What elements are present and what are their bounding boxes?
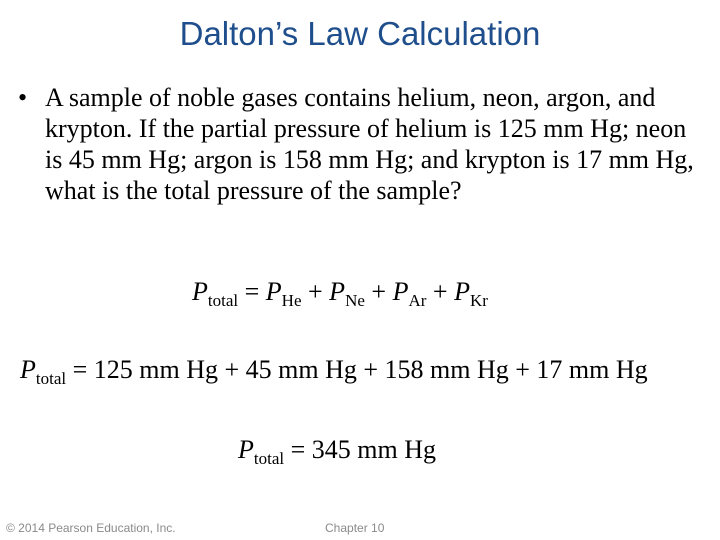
subscript-total: total <box>253 449 285 468</box>
subscript-total: total <box>35 369 67 388</box>
problem-statement: A sample of noble gases contains helium, neon, argon, and krypton. If the partial pressure of helium is 125 mm Hg; neon is 45 mm Hg; argon is 158 mm Hg; and krypton is 17 mm Hg, what is the total pressure of the sample? <box>45 83 694 205</box>
pressure-symbol: P <box>329 277 346 306</box>
slide-title: Dalton’s Law Calculation <box>179 15 541 52</box>
pressure-symbol: P <box>192 277 208 306</box>
pressure-symbol: P <box>265 277 282 306</box>
equation-general <box>192 276 488 311</box>
subscript-ne: Ne <box>345 291 365 310</box>
equals-sign: = <box>238 277 266 306</box>
pressure-symbol: P <box>20 355 36 384</box>
plus-sign: + <box>426 277 455 306</box>
footer-chapter: Chapter 10 <box>325 521 385 535</box>
subscript-total: total <box>207 291 239 310</box>
bullet-icon: • <box>18 83 28 112</box>
subscript-ar: Ar <box>408 291 427 310</box>
pressure-symbol: P <box>454 277 470 306</box>
equation-values <box>20 354 648 389</box>
subscript-kr: Kr <box>469 291 488 310</box>
pressure-symbol: P <box>392 277 409 306</box>
plus-sign: + <box>364 277 393 306</box>
footer-copyright: © 2014 Pearson Education, Inc. <box>6 521 176 535</box>
pressure-symbol: P <box>238 435 254 464</box>
bullet-item <box>18 82 708 206</box>
equation-result-rhs: = 345 mm Hg <box>284 435 436 464</box>
equation-result <box>238 434 436 469</box>
plus-sign: + <box>301 277 330 306</box>
equation-values-rhs: = 125 mm Hg + 45 mm Hg + 158 mm Hg + 17 mm Hg <box>66 355 648 384</box>
subscript-he: He <box>281 291 302 310</box>
slide-body <box>18 82 708 206</box>
